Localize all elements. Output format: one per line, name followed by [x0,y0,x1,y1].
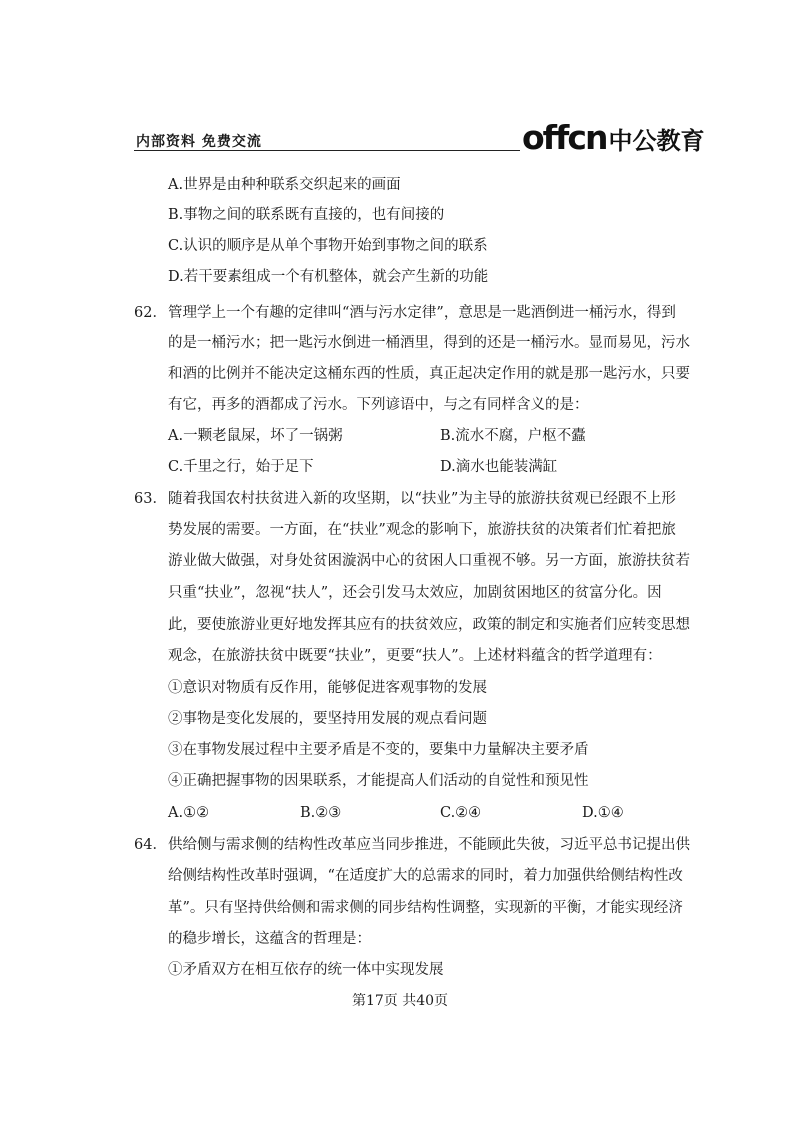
q61-option-a: A.世界是由种种联系交织起来的画面 [168,177,401,193]
q62-option-b: B.流水不腐，户枢不蠹 [440,428,586,444]
header-label: 内部资料 免费交流 [136,134,262,150]
q62-number: 62． [134,305,167,321]
q63-stem-line: 此，要使旅游业更好地发挥其应有的扶贫效应，政策的制定和实施者们应转变思想 [168,617,690,633]
q62-stem-line: 有它，再多的酒都成了污水。下列谚语中，与之有同样含义的是： [168,397,589,413]
offcn-logo [522,118,705,157]
q63-stem-line: 随着我国农村扶贫进入新的攻坚期，以“扶业”为主导的旅游扶贫观已经跟不上形 [168,491,676,507]
q63-statement: ④正确把握事物的因果联系，才能提高人们活动的自觉性和预见性 [168,773,589,789]
q63-statement: ③在事物发展过程中主要矛盾是不变的，要集中力量解决主要矛盾 [168,742,589,758]
q63-statement: ①意识对物质有反作用，能够促进客观事物的发展 [168,680,487,696]
header-rule [134,150,520,151]
q64-stem-line: 的稳步增长，这蕴含的哲理是： [168,931,371,947]
q62-option-c: C.千里之行，始于足下 [168,459,314,475]
q63-statement: ②事物是变化发展的，要坚持用发展的观点看问题 [168,711,487,727]
q63-option-d: D.①④ [582,805,624,821]
q62-stem-line: 和酒的比例并不能决定这桶东西的性质，真正起决定作用的就是那一匙污水，只要 [168,366,690,382]
q63-stem-line: 只重“扶业”，忽视“扶人”，还会引发马太效应，加剧贫困地区的贫富分化。因 [168,585,662,601]
page-number: 第17页 共40页 [351,993,449,1009]
q63-stem-line: 游业做大做强，对身处贫困漩涡中心的贫困人口重视不够。另一方面，旅游扶贫若 [168,553,690,569]
q61-option-b: B.事物之间的联系既有直接的，也有间接的 [168,207,445,223]
q64-number: 64． [134,837,167,853]
q62-option-d: D.滴水也能装满缸 [440,459,558,475]
q63-option-a: A.①② [168,805,210,821]
q63-option-c: C.②④ [440,805,482,821]
q61-option-d: D.若干要素组成一个有机整体，就会产生新的功能 [168,269,489,285]
q62-stem-line: 的是一桶污水；把一匙污水倒进一桶酒里，得到的还是一桶污水。显而易见，污水 [168,335,690,351]
q64-stem-line: 供给侧与需求侧的结构性改革应当同步推进，不能顾此失彼，习近平总书记提出供 [168,837,690,853]
logo-wordmark: offcn [522,118,607,157]
q63-number: 63． [134,491,167,507]
q63-option-b: B.②③ [300,805,342,821]
logo-chinese: 中公教育 [608,127,705,155]
q61-option-c: C.认识的顺序是从单个事物开始到事物之间的联系 [168,238,488,254]
q62-stem-line: 管理学上一个有趣的定律叫“酒与污水定律”，意思是一匙酒倒进一桶污水，得到 [168,305,676,321]
q64-statement: ①矛盾双方在相互依存的统一体中实现发展 [168,962,444,978]
q64-stem-line: 革”。只有坚持供给侧和需求侧的同步结构性调整，实现新的平衡，才能实现经济 [168,900,683,916]
q64-stem-line: 给侧结构性改革时强调，“在适度扩大的总需求的同时，着力加强供给侧结构性改 [168,868,683,884]
q63-stem-line: 观念，在旅游扶贫中既要“扶业”，更要“扶人”。上述材料蕴含的哲学道理有： [168,648,662,664]
q63-stem-line: 势发展的需要。一方面，在“扶业”观念的影响下，旅游扶贫的决策者们忙着把旅 [168,522,676,538]
q62-option-a: A.一颗老鼠屎，坏了一锅粥 [168,428,343,444]
